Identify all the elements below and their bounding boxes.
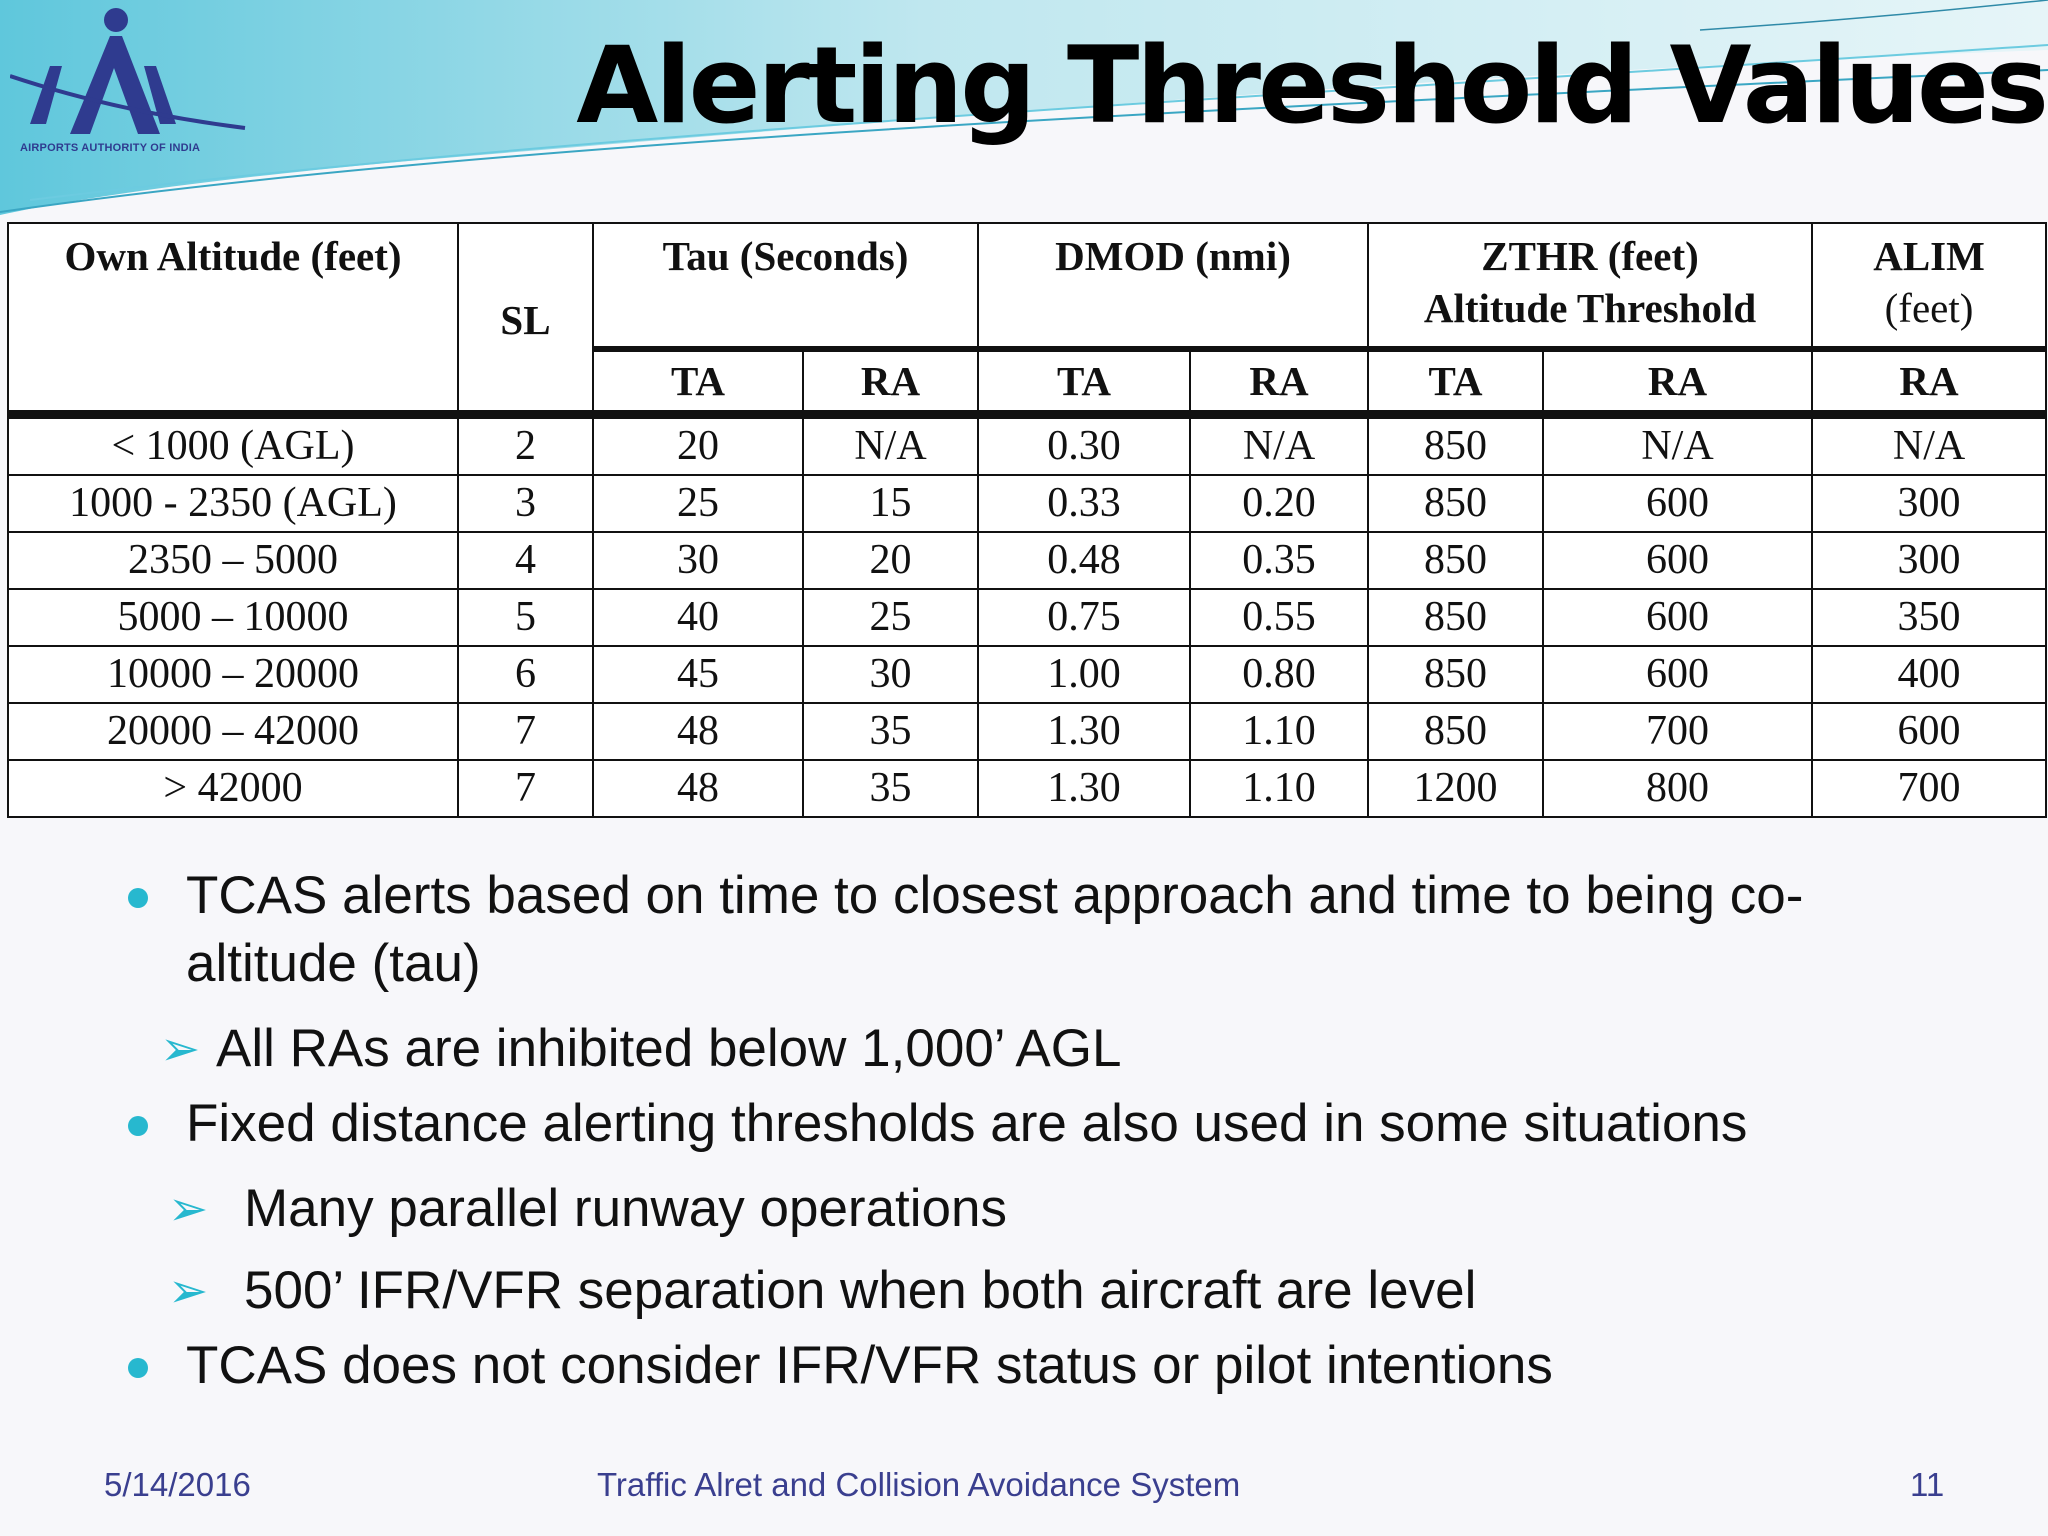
cell-zthr-ta: 850 bbox=[1368, 703, 1543, 760]
cell-zthr-ta: 850 bbox=[1368, 589, 1543, 646]
footer-page-number: 11 bbox=[1910, 1466, 1945, 1503]
cell-dmod-ta: 0.48 bbox=[978, 532, 1190, 589]
cell-alim-ra: 350 bbox=[1812, 589, 2046, 646]
header-dmod: DMOD (nmi) bbox=[978, 223, 1368, 349]
cell-altitude: 10000 – 20000 bbox=[8, 646, 458, 703]
bullet-text: TCAS does not consider IFR/VFR status or pilot intentions bbox=[186, 1336, 1553, 1395]
table-row bbox=[8, 589, 2046, 646]
cell-tau-ta: 40 bbox=[593, 589, 803, 646]
cell-sl: 6 bbox=[458, 646, 593, 703]
sub-bullet-text: 500’ IFR/VFR separation when both aircraft are level bbox=[244, 1261, 1477, 1320]
header-zthr-line1: ZTHR (feet) bbox=[1481, 233, 1699, 279]
cell-tau-ra: N/A bbox=[803, 415, 978, 476]
cell-altitude: 2350 – 5000 bbox=[8, 532, 458, 589]
cell-dmod-ta: 0.30 bbox=[978, 415, 1190, 476]
cell-sl: 5 bbox=[458, 589, 593, 646]
cell-alim-ra: 400 bbox=[1812, 646, 2046, 703]
footer-title: Traffic Alret and Collision Avoidance System bbox=[597, 1466, 1241, 1503]
cell-dmod-ra: 0.20 bbox=[1190, 475, 1368, 532]
cell-tau-ta: 25 bbox=[593, 475, 803, 532]
table-row bbox=[8, 703, 2046, 760]
cell-altitude: < 1000 (AGL) bbox=[8, 415, 458, 476]
logo-caption: AIRPORTS AUTHORITY OF INDIA bbox=[20, 142, 201, 154]
cell-altitude: > 42000 bbox=[8, 760, 458, 817]
arrow-bullet-icon: ➢ bbox=[168, 1181, 209, 1237]
cell-dmod-ra: 0.55 bbox=[1190, 589, 1368, 646]
cell-tau-ra: 20 bbox=[803, 532, 978, 589]
bullet-item bbox=[128, 1332, 1968, 1400]
slide-title: Alerting Threshold Values bbox=[576, 24, 2046, 147]
cell-dmod-ra: 1.10 bbox=[1190, 760, 1368, 817]
header-own-altitude: Own Altitude (feet) bbox=[8, 223, 458, 415]
footer-date: 5/14/2016 bbox=[104, 1466, 251, 1503]
cell-zthr-ta: 850 bbox=[1368, 475, 1543, 532]
cell-tau-ra: 25 bbox=[803, 589, 978, 646]
arrow-bullet-icon: ➢ bbox=[160, 1021, 201, 1077]
cell-zthr-ra: 600 bbox=[1543, 532, 1812, 589]
header-alim-line2: (feet) bbox=[1884, 285, 1974, 331]
sub-bullet-item bbox=[128, 1250, 1968, 1332]
cell-dmod-ta: 1.00 bbox=[978, 646, 1190, 703]
table-row bbox=[8, 646, 2046, 703]
bullet-dot-icon bbox=[128, 1116, 148, 1136]
cell-dmod-ra: N/A bbox=[1190, 415, 1368, 476]
bullet-item bbox=[128, 862, 1968, 998]
cell-tau-ra: 15 bbox=[803, 475, 978, 532]
table-row bbox=[8, 475, 2046, 532]
cell-dmod-ra: 0.80 bbox=[1190, 646, 1368, 703]
cell-tau-ta: 20 bbox=[593, 415, 803, 476]
cell-alim-ra: 600 bbox=[1812, 703, 2046, 760]
cell-zthr-ra: 600 bbox=[1543, 589, 1812, 646]
threshold-table bbox=[7, 222, 2047, 818]
header-zthr-line2: Altitude Threshold bbox=[1423, 285, 1757, 331]
subheader-tau-ra: RA bbox=[803, 349, 978, 415]
subheader-alim-ra: RA bbox=[1812, 349, 2046, 415]
cell-altitude: 5000 – 10000 bbox=[8, 589, 458, 646]
cell-sl: 7 bbox=[458, 703, 593, 760]
cell-altitude: 1000 - 2350 (AGL) bbox=[8, 475, 458, 532]
subheader-dmod-ra: RA bbox=[1190, 349, 1368, 415]
cell-zthr-ra: 600 bbox=[1543, 646, 1812, 703]
table-row bbox=[8, 760, 2046, 817]
cell-zthr-ta: 1200 bbox=[1368, 760, 1543, 817]
header-sl: SL bbox=[458, 223, 593, 415]
sub-bullet-item bbox=[128, 1008, 1968, 1090]
table-row bbox=[8, 532, 2046, 589]
cell-zthr-ra: 700 bbox=[1543, 703, 1812, 760]
bullet-dot-icon bbox=[128, 1358, 148, 1378]
header-alim bbox=[1812, 223, 2046, 349]
cell-zthr-ta: 850 bbox=[1368, 646, 1543, 703]
cell-sl: 3 bbox=[458, 475, 593, 532]
threshold-table-container bbox=[7, 222, 2045, 818]
cell-tau-ta: 45 bbox=[593, 646, 803, 703]
bullet-text: TCAS alerts based on time to closest approach and time to being co-altitude (tau) bbox=[186, 866, 1804, 993]
cell-alim-ra: 300 bbox=[1812, 475, 2046, 532]
bullet-dot-icon bbox=[128, 888, 148, 908]
sub-bullet-item bbox=[128, 1168, 1968, 1250]
cell-dmod-ta: 1.30 bbox=[978, 703, 1190, 760]
cell-alim-ra: 700 bbox=[1812, 760, 2046, 817]
cell-zthr-ta: 850 bbox=[1368, 415, 1543, 476]
subheader-zthr-ta: TA bbox=[1368, 349, 1543, 415]
cell-tau-ra: 35 bbox=[803, 760, 978, 817]
subheader-tau-ta: TA bbox=[593, 349, 803, 415]
header-tau: Tau (Seconds) bbox=[593, 223, 978, 349]
subheader-dmod-ta: TA bbox=[978, 349, 1190, 415]
cell-dmod-ta: 0.33 bbox=[978, 475, 1190, 532]
cell-tau-ta: 48 bbox=[593, 703, 803, 760]
cell-zthr-ra: 800 bbox=[1543, 760, 1812, 817]
cell-tau-ta: 30 bbox=[593, 532, 803, 589]
sub-bullet-text: Many parallel runway operations bbox=[244, 1179, 1008, 1238]
header-zthr bbox=[1368, 223, 1812, 349]
cell-tau-ra: 30 bbox=[803, 646, 978, 703]
cell-sl: 7 bbox=[458, 760, 593, 817]
cell-altitude: 20000 – 42000 bbox=[8, 703, 458, 760]
cell-alim-ra: N/A bbox=[1812, 415, 2046, 476]
cell-sl: 4 bbox=[458, 532, 593, 589]
subheader-zthr-ra: RA bbox=[1543, 349, 1812, 415]
cell-alim-ra: 300 bbox=[1812, 532, 2046, 589]
table-row bbox=[8, 415, 2046, 476]
cell-tau-ta: 48 bbox=[593, 760, 803, 817]
cell-dmod-ra: 0.35 bbox=[1190, 532, 1368, 589]
cell-zthr-ra: 600 bbox=[1543, 475, 1812, 532]
bullet-list bbox=[128, 862, 1968, 1410]
cell-dmod-ta: 1.30 bbox=[978, 760, 1190, 817]
arrow-bullet-icon: ➢ bbox=[168, 1263, 209, 1319]
cell-dmod-ta: 0.75 bbox=[978, 589, 1190, 646]
cell-sl: 2 bbox=[458, 415, 593, 476]
cell-zthr-ta: 850 bbox=[1368, 532, 1543, 589]
cell-dmod-ra: 1.10 bbox=[1190, 703, 1368, 760]
cell-tau-ra: 35 bbox=[803, 703, 978, 760]
bullet-item bbox=[128, 1090, 1968, 1158]
bullet-text: Fixed distance alerting thresholds are also used in some situations bbox=[186, 1094, 1748, 1153]
header-alim-line1: ALIM bbox=[1873, 233, 1985, 279]
cell-zthr-ra: N/A bbox=[1543, 415, 1812, 476]
sub-bullet-text: All RAs are inhibited below 1,000’ AGL bbox=[216, 1019, 1122, 1078]
